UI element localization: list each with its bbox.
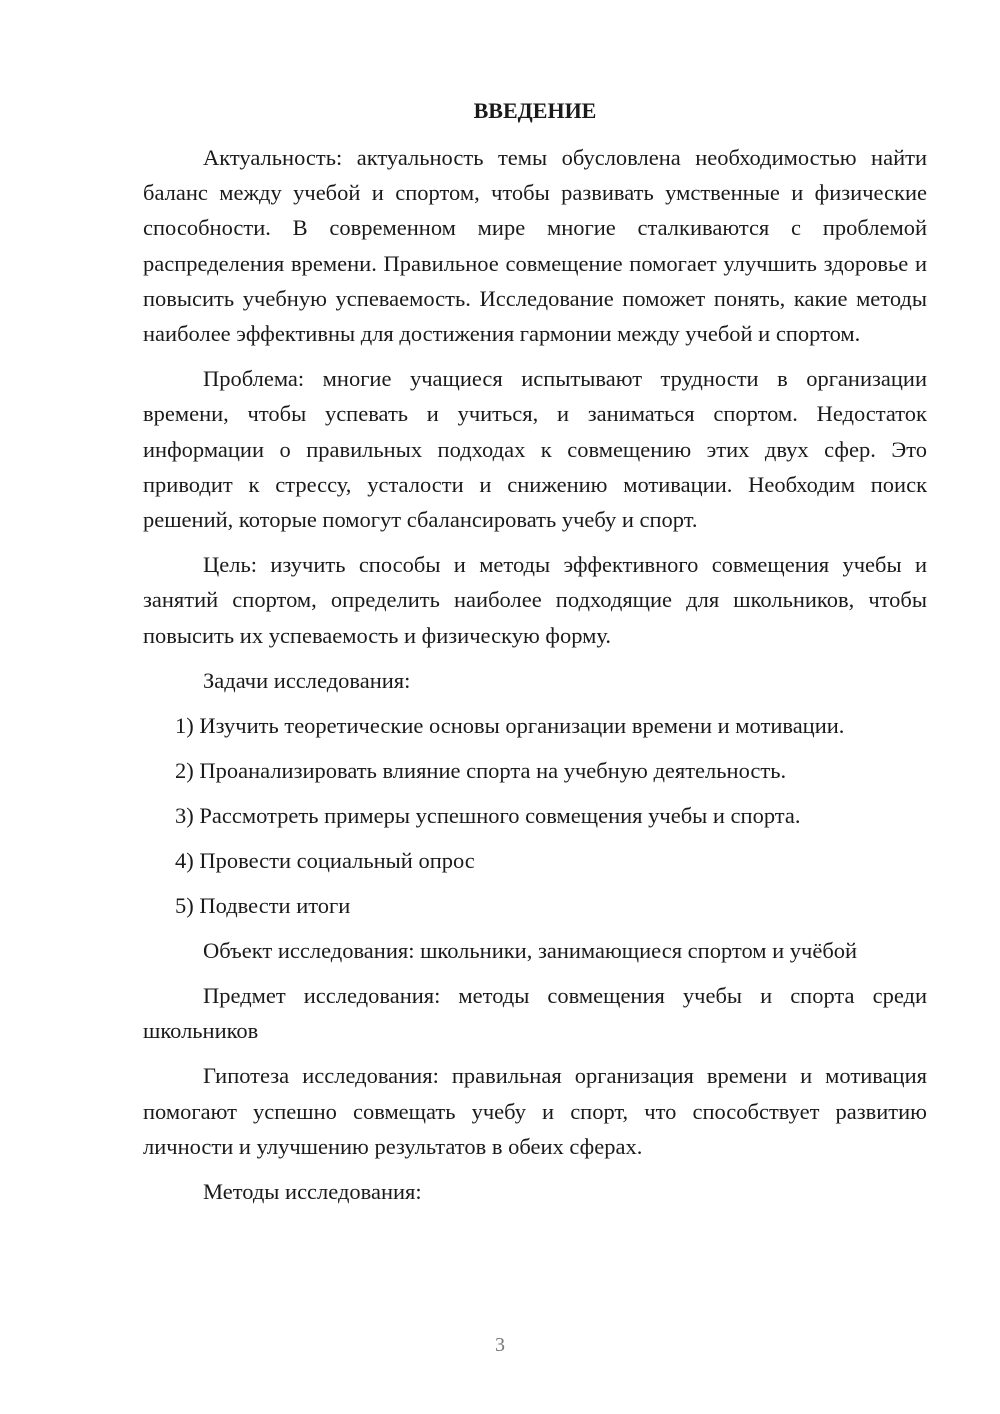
page-number: 3	[495, 1334, 505, 1356]
list-item: 3) Рассмотреть примеры успешного совмещения учебы и спорта.	[175, 802, 801, 828]
methods-heading: Методы исследования:	[203, 1179, 422, 1205]
list-item: 2) Проанализировать влияние спорта на учебную деятельность.	[175, 757, 787, 783]
tasks-list	[143, 708, 927, 923]
list-item: 4) Провести социальный опрос	[175, 847, 475, 873]
problem-paragraph: Проблема: многие учащиеся испытывают трудности в организации времени, чтобы успевать и учиться, и заниматься спортом. Недостаток информации о правильных подходах к совмещению этих двух сфер. Это приводит к стрессу, усталости и снижению мотивации. Необходим поиск решений, которые помогут сбалансировать учебу и спорт.	[143, 366, 927, 533]
page-title: ВВЕДЕНИЕ	[473, 98, 597, 123]
document-page	[143, 96, 927, 1219]
list-item: 1) Изучить теоретические основы организации времени и мотивации.	[175, 712, 845, 738]
relevance-paragraph: Актуальность: актуальность темы обусловлена необходимостью найти баланс между учебой и спортом, чтобы развивать умственные и физические способности. В современном мире многие сталкиваются с проблемой распределения времени. Правильное совмещение помогает улучшить здоровье и повысить учебную успеваемость. Исследование поможет понять, какие методы наиболее эффективны для достижения гармонии между учебой и спортом.	[143, 145, 927, 347]
goal-paragraph: Цель: изучить способы и методы эффективного совмещения учебы и занятий спортом, определить наиболее подходящие для школьников, чтобы повысить их успеваемость и физическую форму.	[143, 552, 927, 648]
subject-paragraph: Предмет исследования: методы совмещения учебы и спорта среди школьников	[143, 983, 927, 1044]
hypothesis-paragraph: Гипотеза исследования: правильная организация времени и мотивация помогают успешно совмещать учебу и спорт, что способствует развитию личности и улучшению результатов в обеих сферах.	[143, 1063, 927, 1159]
tasks-heading: Задачи исследования:	[203, 667, 411, 693]
object-paragraph: Объект исследования: школьники, занимающиеся спортом и учёбой	[203, 937, 858, 963]
list-item: 5) Подвести итоги	[175, 892, 351, 918]
